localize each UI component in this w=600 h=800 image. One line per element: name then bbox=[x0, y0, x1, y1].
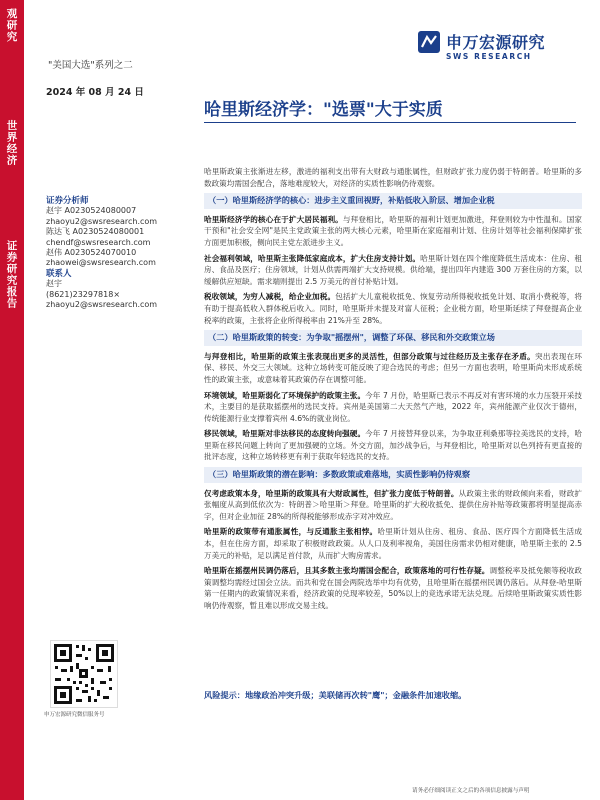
paragraph-text: 哈里斯计划从住房、租房、食品、医疗四个方面降低生活成本，但在住房方面，却采取了积极财政政策。从人口及利率视角，美国住房需求仍相对健康，哈里斯主张的 2.5 万美元的补贴，足以满足首付款，从而扩大购房需求。 bbox=[204, 527, 583, 560]
band-label-world-economy: 世界经济 bbox=[5, 120, 18, 166]
analyst-header: 证券分析师 bbox=[46, 196, 89, 206]
logo-text-cn: 申万宏源研究 bbox=[446, 33, 546, 52]
paragraph bbox=[204, 565, 582, 611]
contact-line: (8621)23297818× bbox=[46, 289, 121, 299]
report-date: 2024 年 08 月 24 日 bbox=[46, 87, 144, 98]
intro-paragraph: 哈里斯政策主张渐进左移，激进的福利支出带有大财政与通胀属性，但财政扩张力度仍弱于特朗普。哈里斯的多数政策均需国会配合，落地难度较大，对经济的实质性影响仍待观察。 bbox=[204, 167, 582, 188]
paragraph-lead: 环境领域，哈里斯弱化了环境保护的政策主张。 bbox=[204, 390, 366, 400]
section-heading-2: （二）哈里斯政策的转变：为争取"摇摆州"，调整了环保、移民和外交政策立场 bbox=[204, 330, 582, 346]
paragraph-lead: 移民领域，哈里斯对非法移民的态度转向强硬。 bbox=[204, 429, 366, 439]
logo-mark-icon bbox=[418, 31, 440, 53]
section-heading-1: （一）哈里斯经济学的核心：进步主义重回视野，补贴低收入阶层、增加企业税 bbox=[204, 193, 582, 209]
page-title: 哈里斯经济学："选票"大于实质 bbox=[204, 100, 443, 120]
paragraph-lead: 税收领域，为穷人减税，给企业加税。 bbox=[204, 292, 336, 302]
paragraph bbox=[204, 526, 582, 561]
paragraph bbox=[204, 428, 582, 463]
paragraph-text: 哈里斯计划在四个维度降低生活成本：住房、租房、食品及医疗；住房领域，计划从供需两端扩大支持规模。供给端，提出四年内建造 300 万套住房的方案，以缓解供应短缺。需求端则提出 2.5 万美元的首付补贴计划。 bbox=[204, 253, 583, 286]
paragraph bbox=[204, 351, 582, 386]
report-body bbox=[204, 166, 582, 616]
paragraph-text: 今年 7 月份，哈里斯已表示不再反对有害环境的水力压裂开采技术，主要目的是获取摇摆州的选民支持。宾州是美国第二大天然气产地，2022 年，宾州能源产业仅次于德州，传统能源行业支撑着宾州 4.6%的就业岗位。 bbox=[204, 390, 583, 423]
paragraph-lead: 哈里斯的政策带有通胀属性，与反通胀主张相悖。 bbox=[204, 527, 378, 537]
contact-header: 联系人 bbox=[46, 268, 72, 279]
paragraph bbox=[204, 253, 582, 288]
paragraph-text: 突出表现在环保、移民、外交三大领域。这种立场转变可能反映了迎合选民的考虑；但另一方面也表明，哈里斯尚未形成系统性的政策主张，或意味着其政策仍存在调整可能。 bbox=[204, 351, 582, 384]
paragraph bbox=[204, 488, 582, 523]
analyst-block bbox=[46, 196, 196, 310]
disclaimer-footer: 请务必仔细阅读正文之后的各项信息披露与声明 bbox=[412, 788, 530, 794]
paragraph-text: 包括扩大儿童税收抵免、恢复劳动所得税收抵免计划、取消小费税等，将有助于提高低收入群体税后收入。同时，哈里斯并未提及对富人征税；企业税方面，哈里斯延续了拜登提高企业税率的政策，主张将企业所得税率由 21%升至 28%。 bbox=[204, 292, 582, 325]
analyst-line: 赵伟 A0230524070010 bbox=[46, 248, 137, 258]
analyst-line: 赵宇 A0230524080007 bbox=[46, 206, 137, 216]
paragraph-text: 与拜登相比，哈里斯的福利计划更加激进，拜登则较为中性温和。国家干预和"社会安全网"是民主党政策主张的两大核心元素，哈里斯在家庭福利计划、住房计划等社会福利保障扩张方面更加积极，侧向民主党左派进步主义。 bbox=[204, 214, 583, 247]
paragraph bbox=[204, 214, 582, 249]
brand-logo bbox=[418, 30, 545, 53]
paragraph bbox=[204, 291, 582, 326]
paragraph-text: 今年 7 月接替拜登以来，为争取亚利桑那等拉美选民的支持，哈里斯在移民问题上转向了更加强硬的立场。外交方面，加沙战争后，与拜登相比，哈里斯对以色列持有更直接的批评态度，这种立场转移更有利于获取年轻选民的支持。 bbox=[204, 429, 583, 462]
paragraph bbox=[204, 390, 582, 425]
contact-email[interactable]: zhaoyu2@swsresearch.com bbox=[46, 300, 158, 310]
series-label: "美国大选"系列之二 bbox=[48, 60, 133, 71]
paragraph-text: 从政策主张的财政倾向来看，财政扩张幅度从高到低依次为：特朗普＞哈里斯＞拜登。哈里斯的扩大税收抵免、提供住房补贴等政策都将明显提高赤字，但对企业加征 28%的所得税能够形成赤字对冲效应。 bbox=[204, 488, 582, 521]
section-heading-3: （三）哈里斯政策的潜在影响：多数政策或难落地，实质性影响仍待观察 bbox=[204, 467, 582, 483]
logo-text-en: SWS RESEARCH bbox=[446, 52, 532, 61]
paragraph-lead: 哈里斯在摇摆州民调仍落后，且其多数主张均需国会配合，政策落地的可行性存疑。 bbox=[204, 566, 490, 576]
qr-caption: 申万宏源研究微信服务号 bbox=[44, 712, 105, 718]
paragraph-lead: 仅考虑政策本身，哈里斯的政策具有大财政属性，但扩张力度低于特朗普。 bbox=[204, 488, 459, 498]
title-rule bbox=[204, 122, 576, 123]
contact-line: 赵宇 bbox=[46, 279, 62, 289]
band-label-macro: 观研究 bbox=[5, 8, 18, 43]
analyst-line: 陈达飞 A0230524080001 bbox=[46, 227, 145, 237]
paragraph-text: 调整税率及抵免额等税收政策调整均需经过国会立法。而共和党在国会两院选举中均有优势，且哈里斯在摇摆州民调仍落后。从拜登-哈里斯第一任期内的政策情况来看，经济政策的兑现率较差，50%以上的竞选承诺无法兑现。后续哈里斯政策实质性影响仍待观察，暂且难以形成交易主线。 bbox=[204, 566, 583, 610]
paragraph-lead: 哈里斯经济学的核心在于扩大居民福利。 bbox=[204, 214, 343, 224]
analyst-email[interactable]: zhaowei@swsresearch.com bbox=[46, 258, 156, 268]
analyst-email[interactable]: zhaoyu2@swsresearch.com bbox=[46, 216, 158, 226]
paragraph-lead: 社会福利领域，哈里斯主张降低家庭成本，扩大住房支持计划。 bbox=[204, 253, 421, 263]
analyst-email[interactable]: chendf@swsresearch.com bbox=[46, 237, 151, 247]
risk-warning: 风险提示：地缘政治冲突升级；美联储再次转"鹰"；金融条件加速收缩。 bbox=[204, 690, 467, 700]
band-label-report-type: 证券研究报告 bbox=[5, 240, 18, 309]
qr-code-icon[interactable] bbox=[50, 640, 118, 708]
paragraph-lead: 与拜登相比，哈里斯的政策主张表现出更多的灵活性，但部分政策与过往经历及主张存在矛盾。 bbox=[204, 351, 535, 361]
